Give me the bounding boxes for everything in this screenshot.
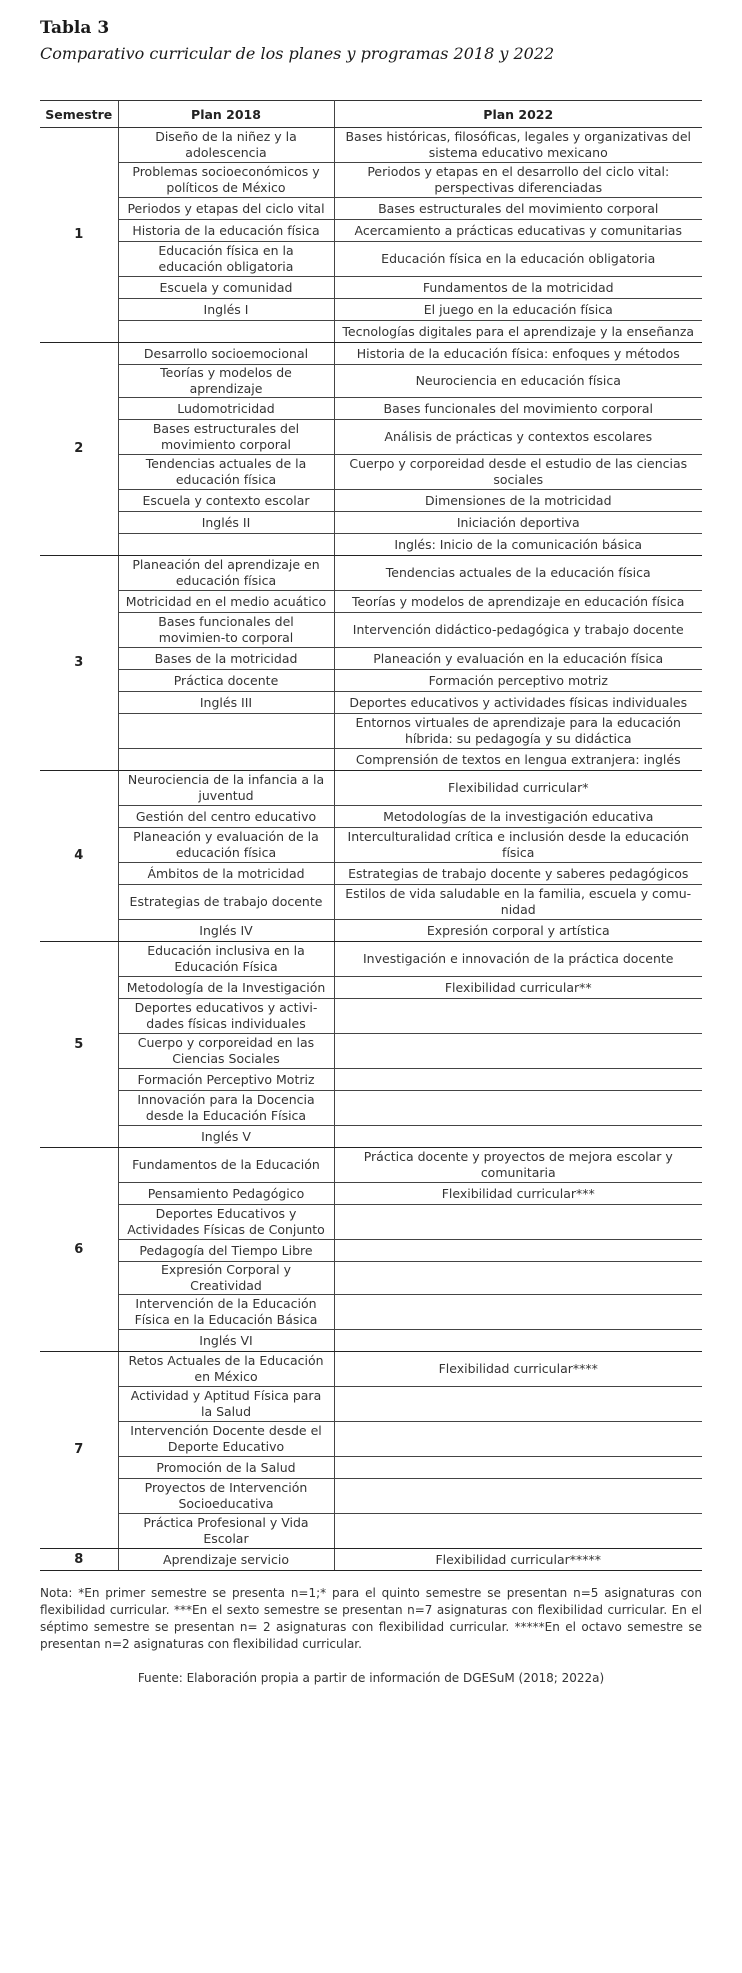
plan-2022-cell: Tendencias actuales de la educación física xyxy=(334,556,702,591)
table-row xyxy=(40,1091,702,1126)
plan-2018-cell: Problemas socioeconómicos y políticos de México xyxy=(118,163,334,198)
plan-2022-cell xyxy=(334,1479,702,1514)
plan-2018-cell: Diseño de la niñez y la adolescencia xyxy=(118,128,334,163)
table-row xyxy=(40,1330,702,1352)
plan-2018-cell: Planeación del aprendizaje en educación física xyxy=(118,556,334,591)
table-row xyxy=(40,828,702,863)
table-row xyxy=(40,1262,702,1295)
plan-2018-cell: Neurociencia de la infancia a la juventud xyxy=(118,771,334,806)
plan-2022-cell xyxy=(334,1126,702,1148)
plan-2018-cell: Intervención de la Educación Física en la Educación Básica xyxy=(118,1295,334,1330)
table-body xyxy=(40,128,702,1571)
plan-2022-cell xyxy=(334,1295,702,1330)
table-row xyxy=(40,942,702,977)
plan-2018-cell: Estrategias de trabajo docente xyxy=(118,885,334,920)
plan-2022-cell xyxy=(334,1240,702,1262)
plan-2018-cell: Educación inclusiva en la Educación Física xyxy=(118,942,334,977)
plan-2022-cell: Formación perceptivo motriz xyxy=(334,670,702,692)
plan-2018-cell: Actividad y Aptitud Física para la Salud xyxy=(118,1387,334,1422)
table-label: Tabla 3 xyxy=(40,18,110,38)
plan-2018-cell: Bases funcionales del movimien-to corporal xyxy=(118,613,334,648)
plan-2018-cell: Gestión del centro educativo xyxy=(118,806,334,828)
plan-2018-cell: Bases de la motricidad xyxy=(118,648,334,670)
table-row xyxy=(40,977,702,999)
table-source: Fuente: Elaboración propia a partir de información de DGESuM (2018; 2022a) xyxy=(137,1671,605,1685)
plan-2018-cell: Pensamiento Pedagógico xyxy=(118,1183,334,1205)
plan-2022-cell xyxy=(334,1262,702,1295)
semester-cell: 7 xyxy=(40,1352,118,1549)
plan-2022-cell: Acercamiento a prácticas educativas y comunitarias xyxy=(334,220,702,242)
plan-2022-cell: Flexibilidad curricular** xyxy=(334,977,702,999)
table-note: Nota: *En primer semestre se presenta n=1;* para el quinto semestre se presentan n=5 asignaturas con flexibilidad curricular. ***En el sexto semestre se presentan n=7 asignaturas con flexibilidad curricular. En el séptimo semestre se presentan n= 2 asignaturas con flexibilidad curricular. *****En el octavo semestre se presentan n=2 asignaturas con flexibilidad curricular. xyxy=(40,1586,702,1651)
table-row xyxy=(40,490,702,512)
table-row xyxy=(40,591,702,613)
plan-2022-cell: Entornos virtuales de aprendizaje para la educación híbrida: su pedagogía y su didáctica xyxy=(334,714,702,749)
table-row xyxy=(40,1295,702,1330)
plan-2018-cell: Ludomotricidad xyxy=(118,398,334,420)
plan-2018-cell: Inglés V xyxy=(118,1126,334,1148)
plan-2018-cell: Ámbitos de la motricidad xyxy=(118,863,334,885)
plan-2022-cell: Flexibilidad curricular**** xyxy=(334,1352,702,1387)
plan-2018-cell: Inglés IV xyxy=(118,920,334,942)
plan-2022-cell: Inglés: Inicio de la comunicación básica xyxy=(334,534,702,556)
table-row xyxy=(40,1549,702,1571)
plan-2018-cell: Escuela y contexto escolar xyxy=(118,490,334,512)
plan-2022-cell: Bases históricas, filosóficas, legales y organizativas del sistema educativo mexicano xyxy=(334,128,702,163)
plan-2022-cell xyxy=(334,1069,702,1091)
plan-2022-cell: Teorías y modelos de aprendizaje en educación física xyxy=(334,591,702,613)
table-row xyxy=(40,749,702,771)
table-row xyxy=(40,1126,702,1148)
plan-2022-cell: Dimensiones de la motricidad xyxy=(334,490,702,512)
plan-2022-cell xyxy=(334,1034,702,1069)
plan-2018-cell: Inglés II xyxy=(118,512,334,534)
plan-2022-cell xyxy=(334,999,702,1034)
plan-2022-cell: Planeación y evaluación en la educación física xyxy=(334,648,702,670)
plan-2022-cell: Historia de la educación física: enfoques y métodos xyxy=(334,343,702,365)
plan-2022-cell: Interculturalidad crítica e inclusión desde la educación física xyxy=(334,828,702,863)
plan-2022-cell xyxy=(334,1330,702,1352)
plan-2022-cell: Flexibilidad curricular* xyxy=(334,771,702,806)
plan-2018-cell: Desarrollo socioemocional xyxy=(118,343,334,365)
table-row xyxy=(40,999,702,1034)
table-row xyxy=(40,771,702,806)
table-row xyxy=(40,1457,702,1479)
table-row xyxy=(40,299,702,321)
table-row xyxy=(40,1069,702,1091)
table-row xyxy=(40,692,702,714)
table-row xyxy=(40,556,702,591)
table-row xyxy=(40,420,702,455)
plan-2022-cell: Periodos y etapas en el desarrollo del ciclo vital: perspectivas diferenciadas xyxy=(334,163,702,198)
semester-cell: 2 xyxy=(40,343,118,556)
table-row xyxy=(40,1422,702,1457)
plan-2022-cell: Cuerpo y corporeidad desde el estudio de las ciencias sociales xyxy=(334,455,702,490)
table-row xyxy=(40,1183,702,1205)
plan-2022-cell xyxy=(334,1514,702,1549)
table-row xyxy=(40,220,702,242)
column-header-plan-2022: Plan 2022 xyxy=(334,101,702,128)
plan-2022-cell: Bases funcionales del movimiento corporal xyxy=(334,398,702,420)
plan-2022-cell: Tecnologías digitales para el aprendizaje y la enseñanza xyxy=(334,321,702,343)
plan-2018-cell: Expresión Corporal y Creatividad xyxy=(118,1262,334,1295)
semester-cell: 6 xyxy=(40,1148,118,1352)
plan-2022-cell xyxy=(334,1422,702,1457)
table-row xyxy=(40,1387,702,1422)
semester-cell: 5 xyxy=(40,942,118,1148)
plan-2018-cell: Cuerpo y corporeidad en las Ciencias Sociales xyxy=(118,1034,334,1069)
semester-cell: 3 xyxy=(40,556,118,771)
plan-2018-cell xyxy=(118,321,334,343)
plan-2022-cell: Flexibilidad curricular*** xyxy=(334,1183,702,1205)
table-row xyxy=(40,1479,702,1514)
plan-2018-cell: Bases estructurales del movimiento corporal xyxy=(118,420,334,455)
table-row xyxy=(40,1205,702,1240)
table-row xyxy=(40,670,702,692)
semester-cell: 8 xyxy=(40,1549,118,1571)
plan-2018-cell xyxy=(118,534,334,556)
table-row xyxy=(40,198,702,220)
plan-2022-cell: El juego en la educación física xyxy=(334,299,702,321)
plan-2022-cell: Investigación e innovación de la práctica docente xyxy=(334,942,702,977)
table-row xyxy=(40,863,702,885)
table-row xyxy=(40,714,702,749)
table-row xyxy=(40,398,702,420)
table-row xyxy=(40,1148,702,1183)
plan-2018-cell: Práctica docente xyxy=(118,670,334,692)
plan-2018-cell: Educación física en la educación obligatoria xyxy=(118,242,334,277)
plan-2022-cell: Estilos de vida saludable en la familia, escuela y comu-nidad xyxy=(334,885,702,920)
curriculum-comparison-table xyxy=(40,100,702,1571)
plan-2018-cell: Innovación para la Docencia desde la Educación Física xyxy=(118,1091,334,1126)
plan-2022-cell: Expresión corporal y artística xyxy=(334,920,702,942)
plan-2022-cell: Flexibilidad curricular***** xyxy=(334,1549,702,1571)
plan-2018-cell: Proyectos de Intervención Socioeducativa xyxy=(118,1479,334,1514)
plan-2022-cell: Práctica docente y proyectos de mejora escolar y comunitaria xyxy=(334,1148,702,1183)
plan-2022-cell: Metodologías de la investigación educativa xyxy=(334,806,702,828)
table-row xyxy=(40,163,702,198)
table-row xyxy=(40,806,702,828)
plan-2022-cell: Intervención didáctico-pedagógica y trabajo docente xyxy=(334,613,702,648)
plan-2022-cell xyxy=(334,1387,702,1422)
plan-2018-cell: Promoción de la Salud xyxy=(118,1457,334,1479)
table-row xyxy=(40,613,702,648)
plan-2018-cell: Deportes Educativos y Actividades Físicas de Conjunto xyxy=(118,1205,334,1240)
table-row xyxy=(40,455,702,490)
plan-2018-cell: Inglés III xyxy=(118,692,334,714)
plan-2018-cell: Pedagogía del Tiempo Libre xyxy=(118,1240,334,1262)
table-row xyxy=(40,128,702,163)
table-row xyxy=(40,321,702,343)
plan-2022-cell: Iniciación deportiva xyxy=(334,512,702,534)
table-row xyxy=(40,1352,702,1387)
table-row xyxy=(40,648,702,670)
plan-2018-cell: Escuela y comunidad xyxy=(118,277,334,299)
plan-2022-cell: Neurociencia en educación física xyxy=(334,365,702,398)
plan-2018-cell: Intervención Docente desde el Deporte Educativo xyxy=(118,1422,334,1457)
plan-2018-cell: Tendencias actuales de la educación física xyxy=(118,455,334,490)
plan-2018-cell: Periodos y etapas del ciclo vital xyxy=(118,198,334,220)
plan-2018-cell: Motricidad en el medio acuático xyxy=(118,591,334,613)
table-row xyxy=(40,920,702,942)
table-row xyxy=(40,242,702,277)
plan-2018-cell: Deportes educativos y activi-dades físicas individuales xyxy=(118,999,334,1034)
table-row xyxy=(40,512,702,534)
plan-2022-cell: Deportes educativos y actividades físicas individuales xyxy=(334,692,702,714)
plan-2018-cell: Historia de la educación física xyxy=(118,220,334,242)
plan-2022-cell: Análisis de prácticas y contextos escolares xyxy=(334,420,702,455)
plan-2018-cell: Práctica Profesional y Vida Escolar xyxy=(118,1514,334,1549)
plan-2022-cell xyxy=(334,1457,702,1479)
table-row xyxy=(40,343,702,365)
plan-2018-cell: Retos Actuales de la Educación en México xyxy=(118,1352,334,1387)
document-page xyxy=(40,16,702,1685)
column-header-semester: Semestre xyxy=(40,101,118,128)
table-row xyxy=(40,1034,702,1069)
plan-2022-cell: Educación física en la educación obligatoria xyxy=(334,242,702,277)
table-row xyxy=(40,885,702,920)
table-header-row xyxy=(40,101,702,128)
plan-2018-cell xyxy=(118,749,334,771)
plan-2018-cell: Inglés I xyxy=(118,299,334,321)
table-row xyxy=(40,277,702,299)
table-row xyxy=(40,534,702,556)
table-title: Comparativo curricular de los planes y programas 2018 y 2022 xyxy=(40,44,555,63)
plan-2018-cell: Formación Perceptivo Motriz xyxy=(118,1069,334,1091)
plan-2018-cell: Metodología de la Investigación xyxy=(118,977,334,999)
plan-2022-cell: Comprensión de textos en lengua extranjera: inglés xyxy=(334,749,702,771)
plan-2018-cell: Teorías y modelos de aprendizaje xyxy=(118,365,334,398)
semester-cell: 1 xyxy=(40,128,118,343)
plan-2018-cell: Aprendizaje servicio xyxy=(118,1549,334,1571)
plan-2022-cell xyxy=(334,1205,702,1240)
table-row xyxy=(40,1514,702,1549)
plan-2018-cell: Planeación y evaluación de la educación física xyxy=(118,828,334,863)
semester-cell: 4 xyxy=(40,771,118,942)
plan-2022-cell: Fundamentos de la motricidad xyxy=(334,277,702,299)
plan-2022-cell: Estrategias de trabajo docente y saberes pedagógicos xyxy=(334,863,702,885)
column-header-plan-2018: Plan 2018 xyxy=(118,101,334,128)
plan-2022-cell xyxy=(334,1091,702,1126)
table-row xyxy=(40,365,702,398)
plan-2018-cell: Fundamentos de la Educación xyxy=(118,1148,334,1183)
table-row xyxy=(40,1240,702,1262)
plan-2022-cell: Bases estructurales del movimiento corporal xyxy=(334,198,702,220)
plan-2018-cell: Inglés VI xyxy=(118,1330,334,1352)
plan-2018-cell xyxy=(118,714,334,749)
